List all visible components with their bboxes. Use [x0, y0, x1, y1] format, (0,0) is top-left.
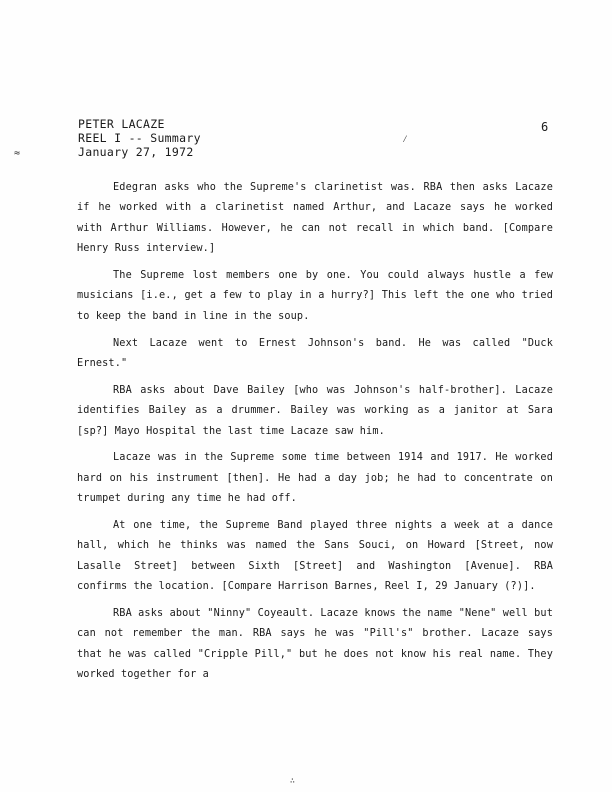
page-number: 6: [541, 120, 549, 134]
paragraph: RBA asks about Dave Bailey [who was Johnson's half-brother]. Lacaze identifies Bailey as a drummer. Bailey was working as a janitor at Sara [sp?] Mayo Hospital the last time Lacaze saw him.: [77, 384, 553, 437]
transcript-body: [77, 178, 553, 692]
paragraph: Edegran asks who the Supreme's clarinetist was. RBA then asks Lacaze if he worked with a clarinetist named Arthur, and Lacaze says he worked with Arthur Williams. However, he can not recall in which band. [Compare Henry Russ interview.]: [77, 182, 553, 255]
paragraph: The Supreme lost members one by one. You could always hustle a few musicians [i.e., get a few to play in a hurry?] This left the one who tried to keep the band in line in the soup.: [77, 270, 553, 322]
paragraph: Lacaze was in the Supreme some time between 1914 and 1917. He worked hard on his instrument [then]. He had a day job; he had to concentrate on trumpet during any time he had off.: [77, 452, 553, 505]
stray-mark: ≈: [14, 148, 21, 159]
paragraph: RBA asks about "Ninny" Coyeault. Lacaze knows the name "Nene" well but can not remember the man. RBA says he was "Pill's" brother. Lacaze says that he was called "Cripple Pill," but he does not know his real name. They worked together for a: [77, 608, 553, 681]
stray-mark: ⁄: [402, 134, 409, 145]
paragraph: Next Lacaze went to Ernest Johnson's band. He was called "Duck Ernest.": [77, 337, 553, 370]
paragraph: At one time, the Supreme Band played three nights a week at a dance hall, which he thinks was named the Sans Souci, on Howard [Street, now Lasalle Street] between Sixth [Street] and Washington [Avenue]. RBA confirms the location. [Compare Harrison Barnes, Reel I, 29 January (?)].: [77, 520, 553, 593]
reel-label: REEL I -- Summary: [78, 131, 201, 145]
interviewee-name: PETER LACAZE: [78, 117, 165, 131]
interview-date: January 27, 1972: [78, 145, 194, 159]
stray-mark: ∴: [290, 776, 295, 785]
document-header: [78, 117, 201, 159]
